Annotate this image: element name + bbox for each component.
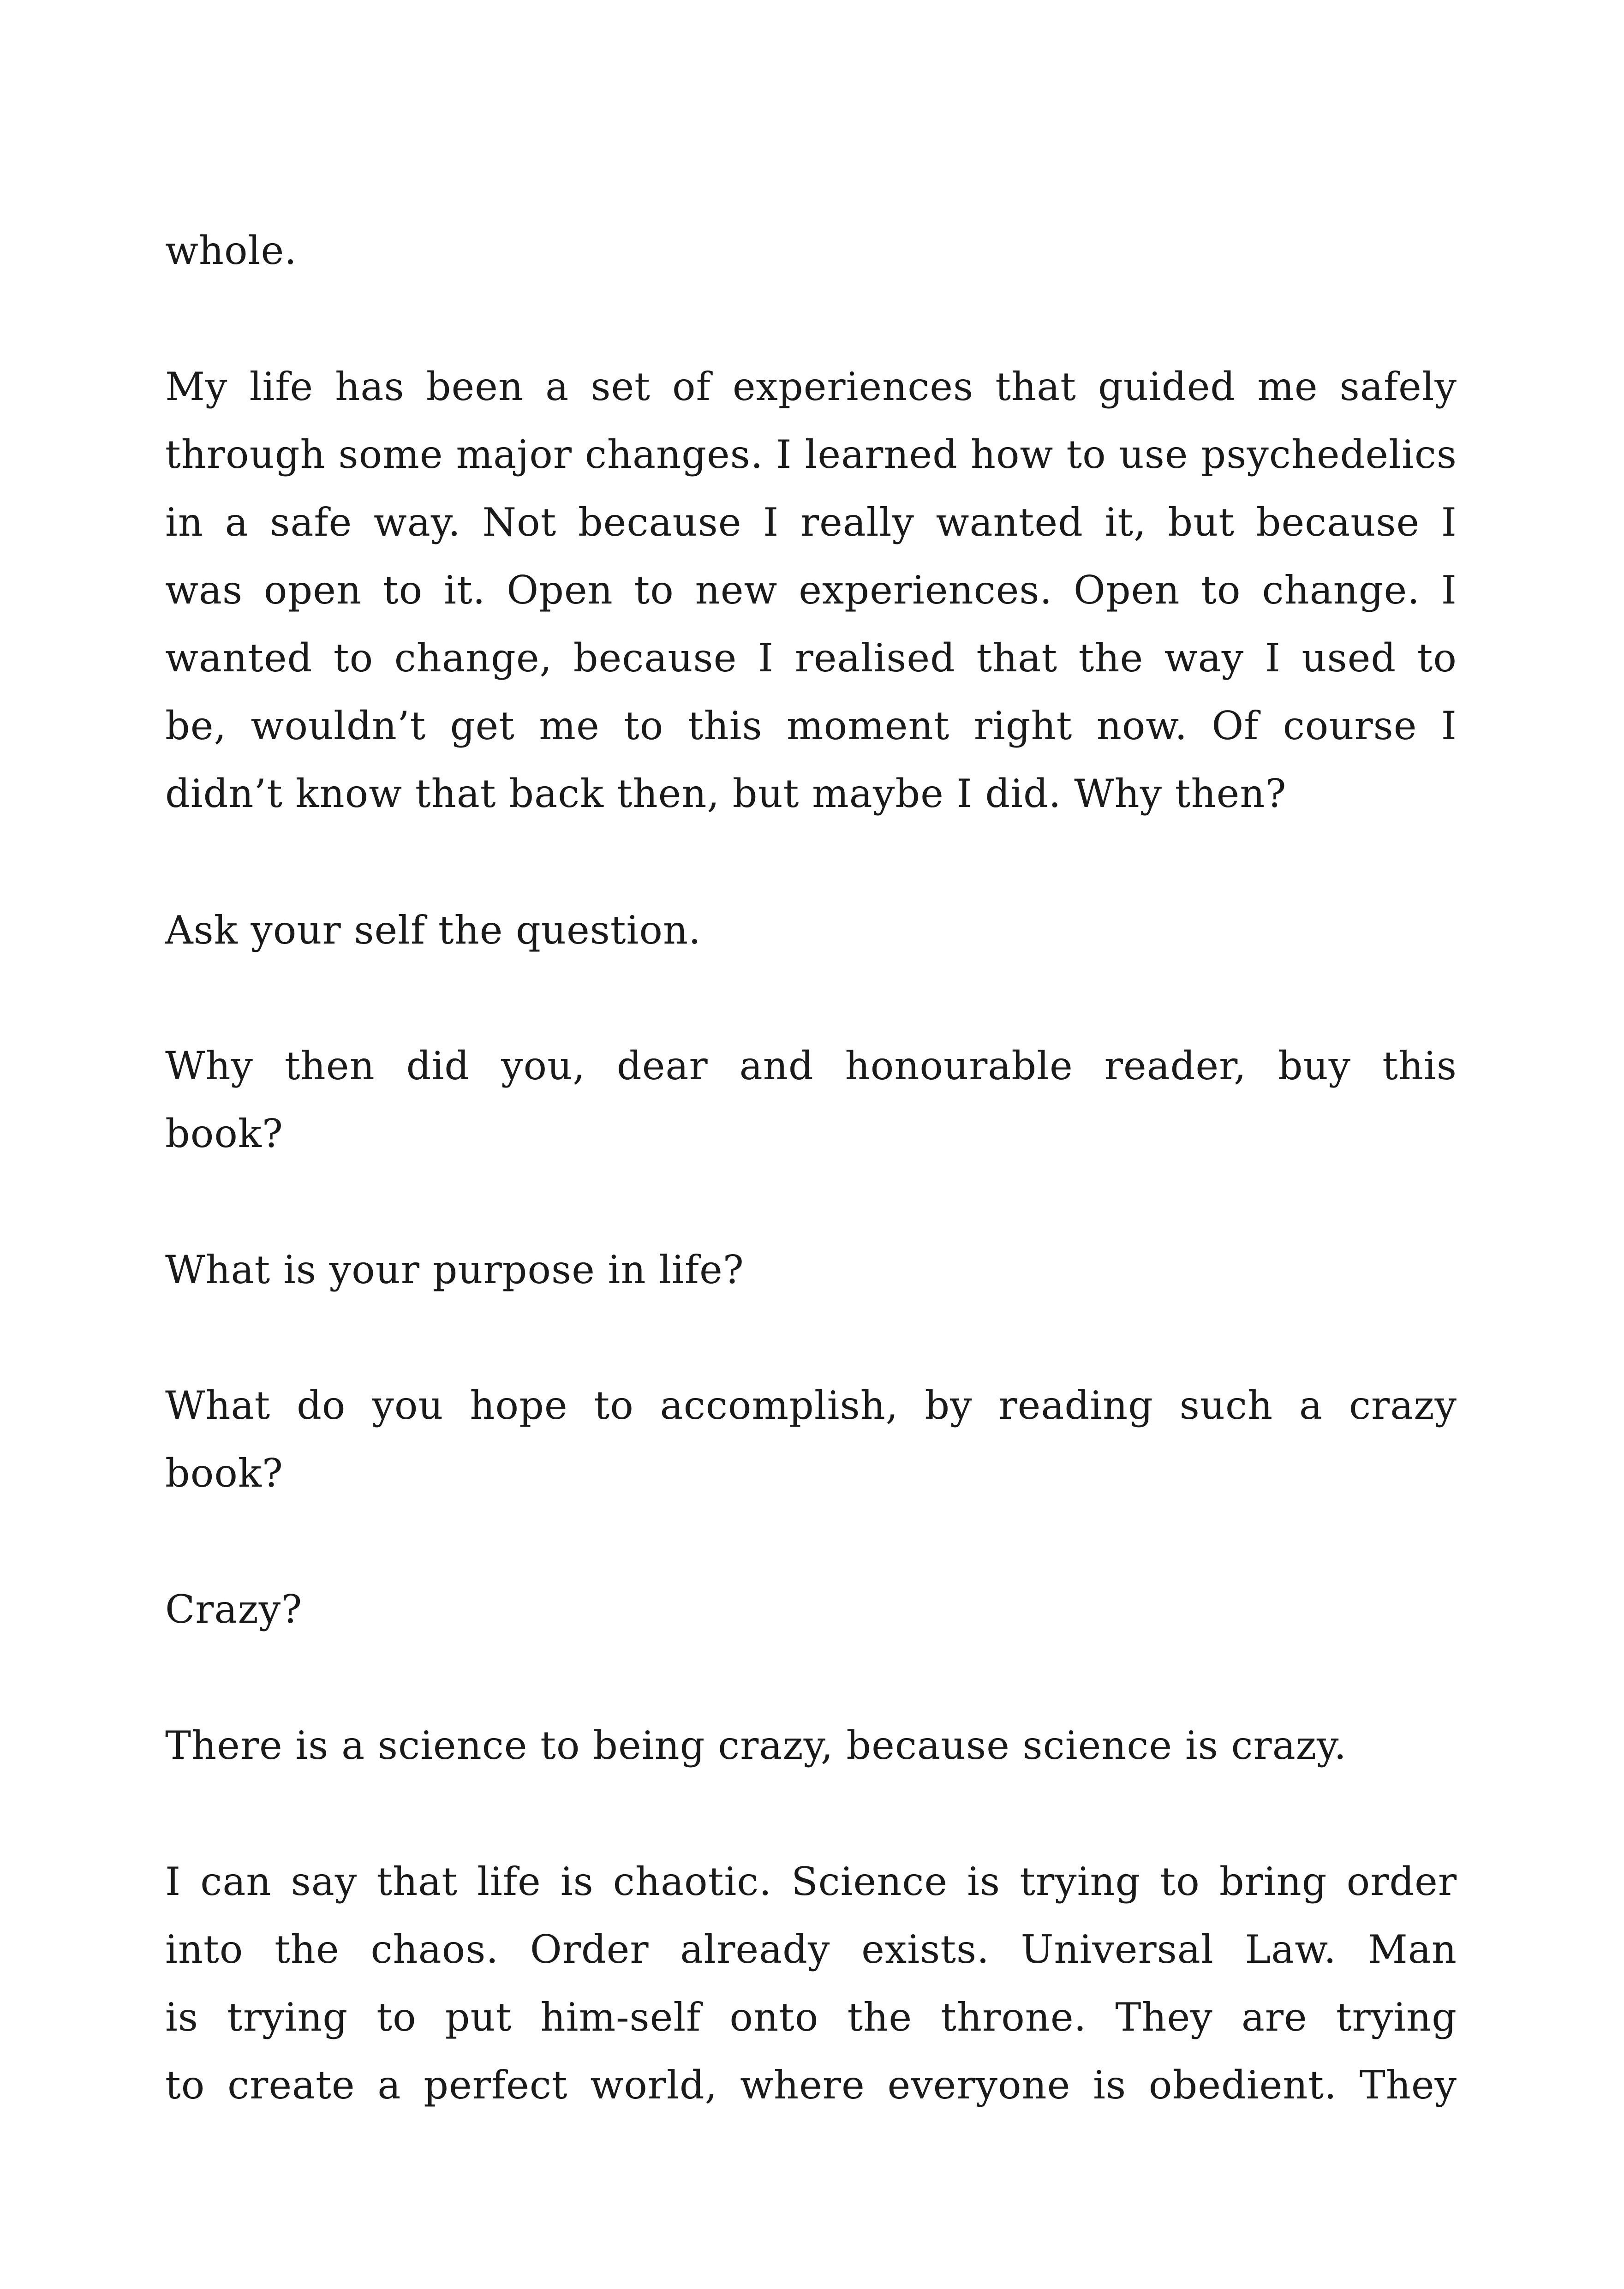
text-line: in a safe way. Not because I really wanted it, but because I (165, 500, 1457, 545)
text-line: I can say that life is chaotic. Science is trying to bring order (165, 1859, 1457, 1904)
text-line: was open to it. Open to new experiences. Open to change. I (165, 568, 1457, 613)
paragraph-8 (165, 1712, 1457, 1780)
text-line: Ask your self the question. (165, 908, 701, 953)
text-line: be, wouldn’t get me to this moment right now. Of course I (165, 703, 1457, 748)
paragraph-2 (165, 353, 1457, 828)
text-line: is trying to put him-self onto the throne. They are trying (165, 1995, 1457, 2040)
paragraph-6 (165, 1372, 1457, 1507)
text-line: through some major changes. I learned how to use psychedelics (165, 432, 1457, 477)
text-line: didn’t know that back then, but maybe I did. Why then? (165, 771, 1287, 816)
text-line: book? (165, 1451, 283, 1496)
text-line: wanted to change, because I realised that the way I used to (165, 635, 1457, 681)
paragraph-7 (165, 1576, 1457, 1644)
text-line: There is a science to being crazy, because science is crazy. (165, 1723, 1347, 1768)
paragraph-9 (165, 1848, 1457, 2119)
text-line: into the chaos. Order already exists. Universal Law. Man (165, 1927, 1457, 1972)
paragraph-5 (165, 1236, 1457, 1304)
paragraph-3 (165, 896, 1457, 964)
text-line: What do you hope to accomplish, by reading such a crazy (165, 1383, 1457, 1428)
paragraph-1 (165, 217, 1457, 285)
text-line: What is your purpose in life? (165, 1247, 744, 1292)
text-line: Crazy? (165, 1587, 303, 1632)
text-line: whole. (165, 228, 297, 273)
text-line: My life has been a set of experiences that guided me safely (165, 364, 1457, 409)
text-line: book? (165, 1111, 283, 1156)
text-line: to create a perfect world, where everyone is obedient. They (165, 2062, 1457, 2108)
text-line: Why then did you, dear and honourable reader, buy this (165, 1043, 1457, 1088)
paragraph-4 (165, 1032, 1457, 1168)
